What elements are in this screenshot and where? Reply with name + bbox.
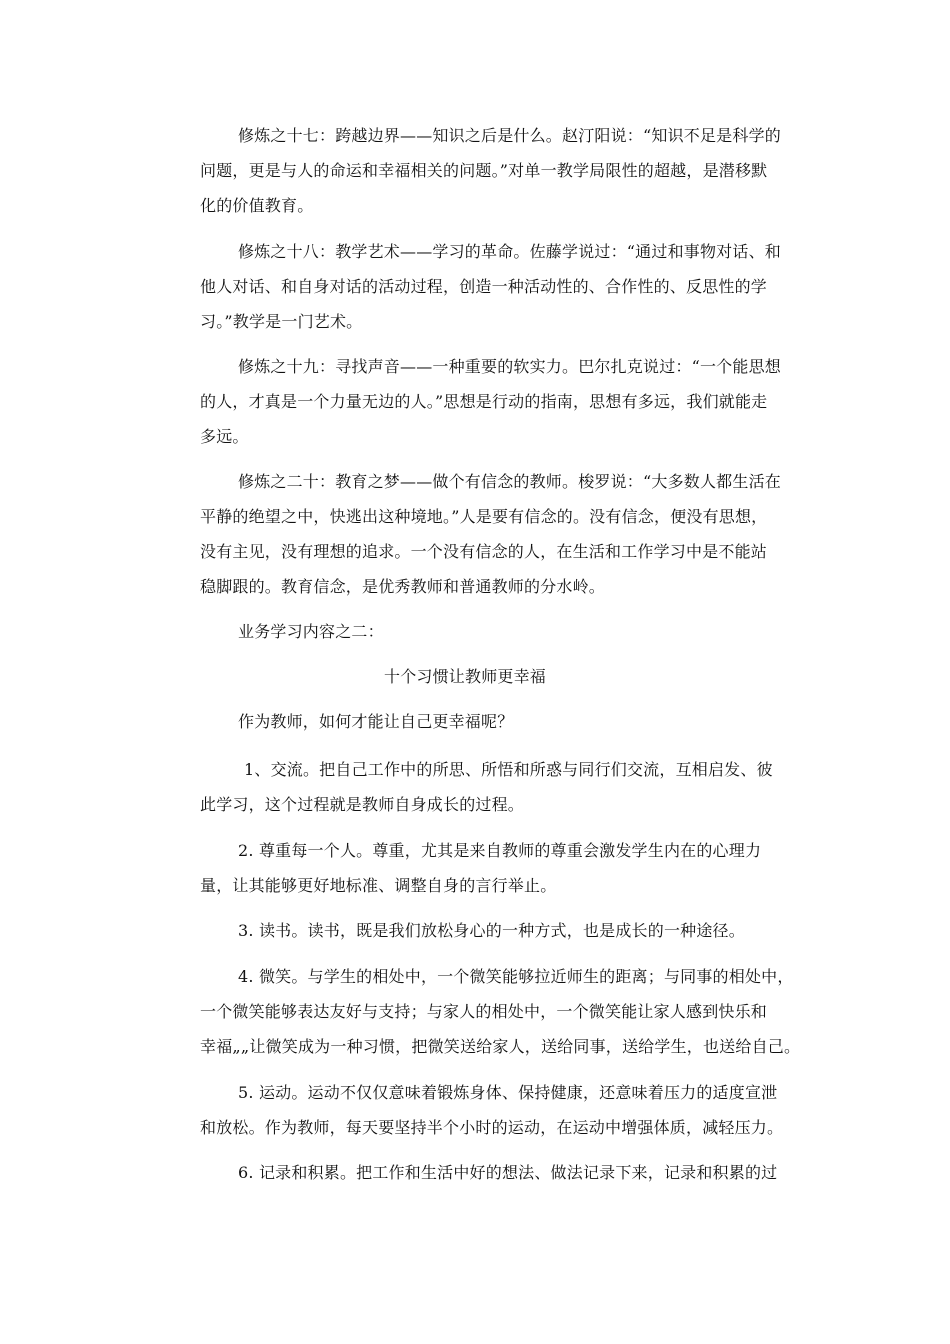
item-2-line-1: 2. 尊重每一个人。尊重，尤其是来自教师的尊重会激发学生内在的心理力 (238, 841, 762, 860)
paragraph-2-line-3: 习。”教学是一门艺术。 (200, 312, 363, 331)
paragraph-4-line-1: 修炼之二十：教育之梦——做个有信念的教师。梭罗说：“大多数人都生活在 (238, 472, 781, 491)
item-1-line-2: 此学习，这个过程就是教师自身成长的过程。 (200, 795, 525, 814)
item-5-line-1: 5. 运动。运动不仅仅意味着锻炼身体、保持健康，还意味着压力的适度宣泄 (238, 1083, 778, 1102)
paragraph-4-line-2: 平静的绝望之中，快逃出这种境地。”人是要有信念的。没有信念，便没有思想， (200, 507, 768, 526)
paragraph-3-line-3: 多远。 (200, 427, 249, 446)
paragraph-4-line-3: 没有主见，没有理想的追求。一个没有信念的人，在生活和工作学习中是不能站 (200, 542, 768, 561)
item-4-line-1: 4. 微笑。与学生的相处中，一个微笑能够拉近师生的距离；与同事的相处中， (238, 967, 794, 986)
paragraph-1-line-3: 化的价值教育。 (200, 196, 314, 215)
item-6-line-1: 6. 记录和积累。把工作和生活中好的想法、做法记录下来，记录和积累的过 (238, 1163, 778, 1182)
item-4-line-3: 幸福„„让微笑成为一种习惯，把微笑送给家人，送给同事，送给学生，也送给自己。 (200, 1037, 801, 1056)
article-title: 十个习惯让教师更幸福 (384, 667, 547, 686)
item-2-line-2: 量，让其能够更好地标准、调整自身的言行举止。 (200, 876, 557, 895)
paragraph-2-line-1: 修炼之十八：教学艺术——学习的革命。佐藤学说过：“通过和事物对话、和 (238, 242, 781, 261)
paragraph-4-line-4: 稳脚跟的。教育信念，是优秀教师和普通教师的分水岭。 (200, 577, 606, 596)
item-5-line-2: 和放松。作为教师，每天要坚持半个小时的运动，在运动中增强体质，减轻压力。 (200, 1118, 784, 1137)
paragraph-1-line-1: 修炼之十七：跨越边界——知识之后是什么。赵汀阳说：“知识不足是科学的 (238, 126, 781, 145)
paragraph-3-line-2: 的人，才真是一个力量无边的人。”思想是行动的指南，思想有多远，我们就能走 (200, 392, 768, 411)
intro-question: 作为教师，如何才能让自己更幸福呢？ (238, 712, 514, 731)
paragraph-2-line-2: 他人对话、和自身对话的活动过程，创造一种活动性的、合作性的、反思性的学 (200, 277, 768, 296)
item-3-line-1: 3. 读书。读书，既是我们放松身心的一种方式，也是成长的一种途径。 (238, 921, 745, 940)
section-label: 业务学习内容之二： (238, 622, 384, 641)
paragraph-1-line-2: 问题，更是与人的命运和幸福相关的问题。”对单一教学局限性的超越，是潜移默 (200, 161, 768, 180)
item-4-line-2: 一个微笑能够表达友好与支持；与家人的相处中，一个微笑能让家人感到快乐和 (200, 1002, 768, 1021)
paragraph-3-line-1: 修炼之十九：寻找声音——一种重要的软实力。巴尔扎克说过：“一个能思想 (238, 357, 781, 376)
item-1-line-1: 1、交流。把自己工作中的所思、所悟和所惑与同行们交流，互相启发、彼 (244, 760, 773, 779)
